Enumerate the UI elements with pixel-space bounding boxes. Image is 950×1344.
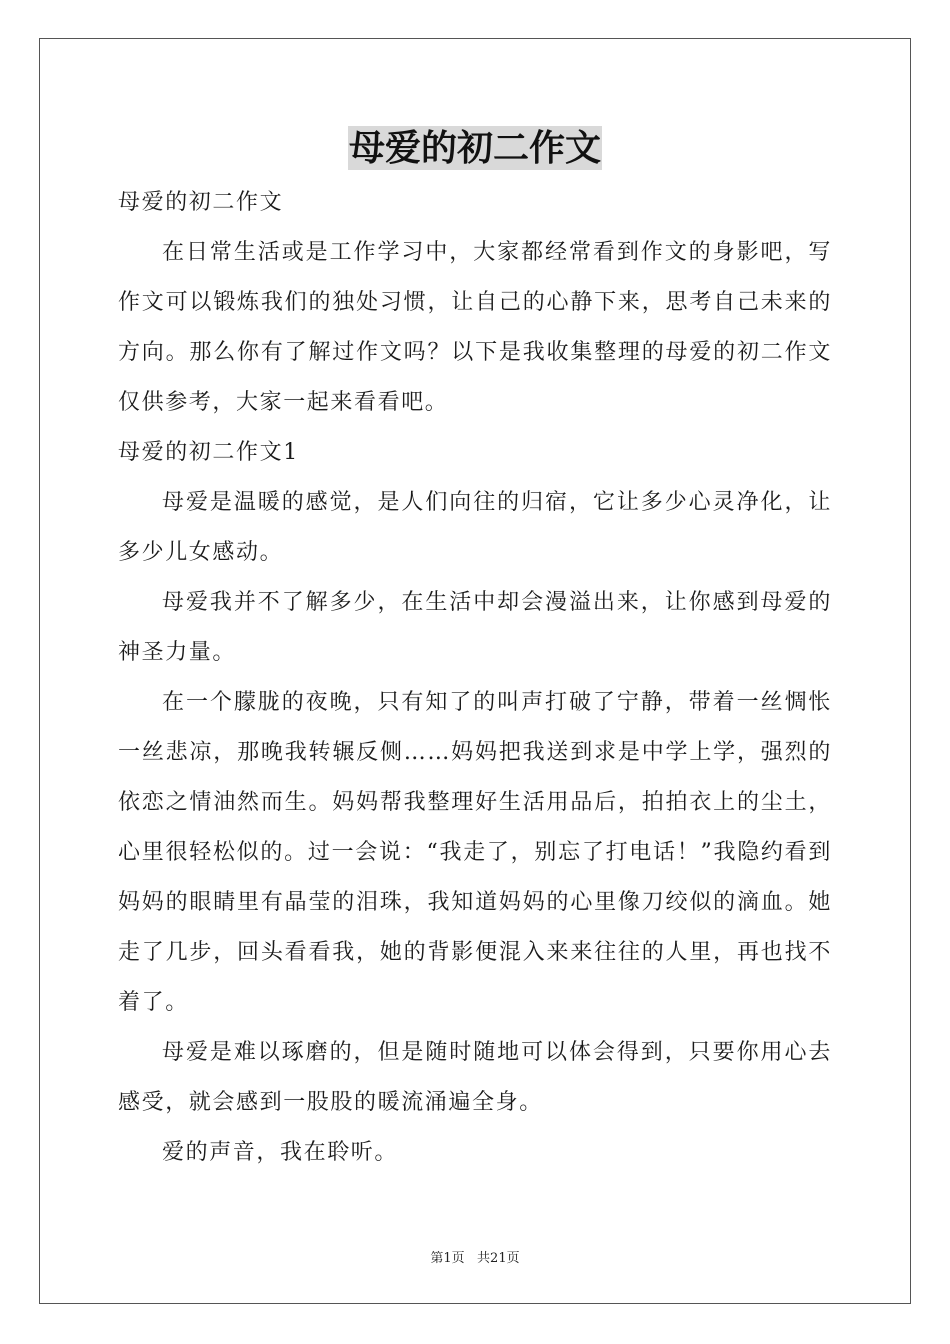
paragraph: 爱的声音，我在聆听。 [162,1140,399,1165]
page-number: 第1页 共21页 [430,1251,520,1266]
paragraph-intro: 在日常生活或是工作学习中，大家都经常看到作文的身影吧，写作文可以锻炼我们的独处习惯，让自己的心静下来，思考自己未来的方向。那么你有了解过作文吗？以下是我收集整理的母爱的初二作文仅供参考，大家一起来看看吧。 [118,240,832,415]
paragraph: 母爱我并不了解多少，在生活中却会漫溢出来，让你感到母爱的神圣力量。 [118,590,832,665]
paragraph-section-heading: 母爱的初二作文1 [118,440,299,465]
title-container [0,126,950,170]
paragraph-subtitle: 母爱的初二作文 [118,190,284,215]
page-footer [0,1247,950,1266]
paragraph: 母爱是难以琢磨的，但是随时随地可以体会得到，只要你用心去感受，就会感到一股股的暖流涌遍全身。 [118,1040,832,1115]
paragraph: 在一个朦胧的夜晚，只有知了的叫声打破了宁静，带着一丝惆怅一丝悲凉，那晚我转辗反侧……妈妈把我送到求是中学上学，强烈的依恋之情油然而生。妈妈帮我整理好生活用品后，拍拍衣上的尘土，心里很轻松似的。过一会说：“我走了，别忘了打电话！”我隐约看到妈妈的眼睛里有晶莹的泪珠，我知道妈妈的心里像刀绞似的滴血。她走了几步，回头看看我，她的背影便混入来来往往的人里，再也找不着了。 [118,690,832,1015]
document-body [118,178,832,1178]
document-title: 母爱的初二作文 [348,127,601,169]
paragraph: 母爱是温暖的感觉，是人们向往的归宿，它让多少心灵净化，让多少儿女感动。 [118,490,832,565]
